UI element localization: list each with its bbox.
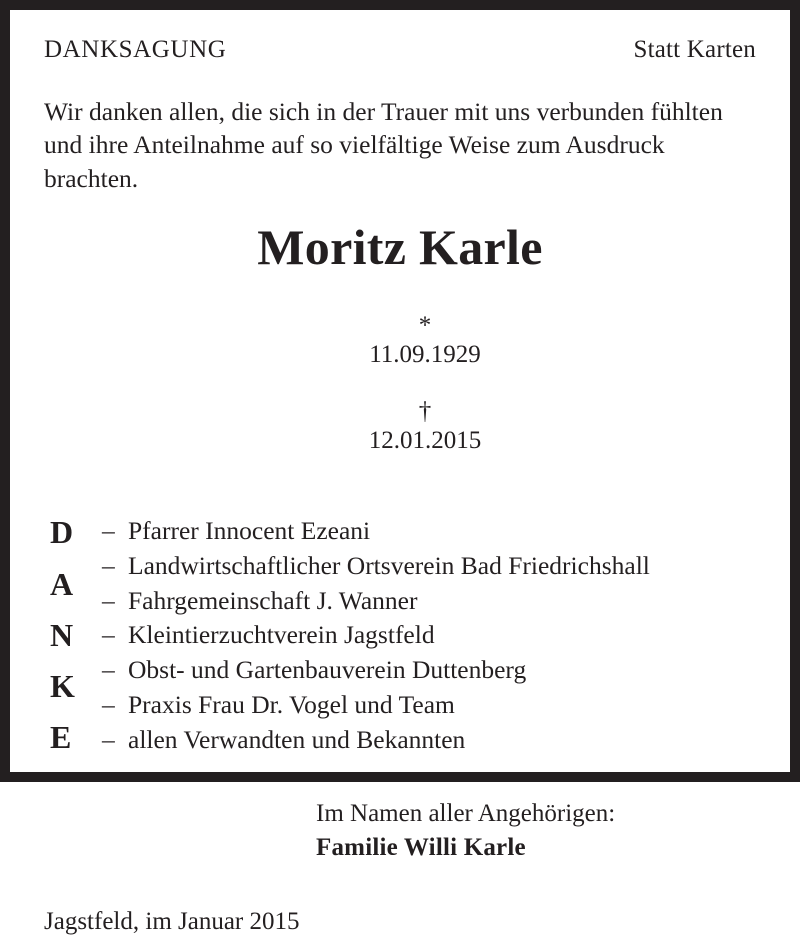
list-dash: – <box>102 620 115 650</box>
birth-symbol: * <box>418 311 432 339</box>
thanks-list <box>102 514 756 757</box>
place-and-date: Jagstfeld, im Januar 2015 <box>44 908 300 936</box>
notice-kicker: DANKSAGUNG <box>44 36 227 63</box>
birth-date: 11.09.1929 <box>369 340 481 368</box>
intro-text: Wir danken allen, die sich in der Trauer mit uns verbunden fühlten und ihre Anteilnahme auf so vielfältige Weise zum Ausdruck brachten. <box>44 96 723 194</box>
danke-acrostic <box>44 514 102 757</box>
list-item <box>102 514 756 549</box>
list-dash: – <box>102 655 115 685</box>
notice-header <box>44 36 756 64</box>
on-behalf-of-line: Im Namen aller Angehörigen: <box>316 800 616 828</box>
list-item <box>102 618 756 653</box>
deceased-dates <box>44 283 756 484</box>
list-item-label: Kleintierzuchtverein Jagstfeld <box>128 620 435 650</box>
notice-inner <box>10 10 790 936</box>
list-item <box>102 653 756 688</box>
acrostic-letter-k: K <box>50 667 75 704</box>
list-dash: – <box>102 689 115 719</box>
death-symbol: † <box>418 398 432 426</box>
thanks-block <box>44 514 756 757</box>
list-dash: – <box>102 724 115 754</box>
list-item-label: Fahrgemeinschaft J. Wanner <box>128 585 418 615</box>
list-dash: – <box>102 516 115 546</box>
list-item <box>102 584 756 619</box>
list-item-label: allen Verwandten und Bekannten <box>128 724 466 754</box>
death-date: 12.01.2015 <box>368 426 482 454</box>
intro-paragraph <box>44 95 750 197</box>
closing-block <box>44 797 756 864</box>
list-item-label: Landwirtschaftlicher Ortsverein Bad Friedrichshall <box>128 551 650 581</box>
list-dash: – <box>102 551 115 581</box>
list-item <box>102 549 756 584</box>
list-item <box>102 723 756 758</box>
deceased-block <box>44 220 756 484</box>
acrostic-letter-e: E <box>50 719 72 756</box>
list-item-label: Praxis Frau Dr. Vogel und Team <box>128 689 455 719</box>
family-name: Familie Willi Karle <box>316 833 526 861</box>
acrostic-letter-d: D <box>50 514 74 551</box>
list-item-label: Pfarrer Innocent Ezeani <box>128 516 371 546</box>
acrostic-letter-n: N <box>50 616 74 653</box>
list-dash: – <box>102 585 115 615</box>
acrostic-letter-a: A <box>50 565 74 602</box>
deceased-name: Moritz Karle <box>257 219 543 276</box>
list-item-label: Obst- und Gartenbauverein Duttenberg <box>128 655 527 685</box>
list-item <box>102 688 756 723</box>
statt-karten-note: Statt Karten <box>633 36 756 63</box>
